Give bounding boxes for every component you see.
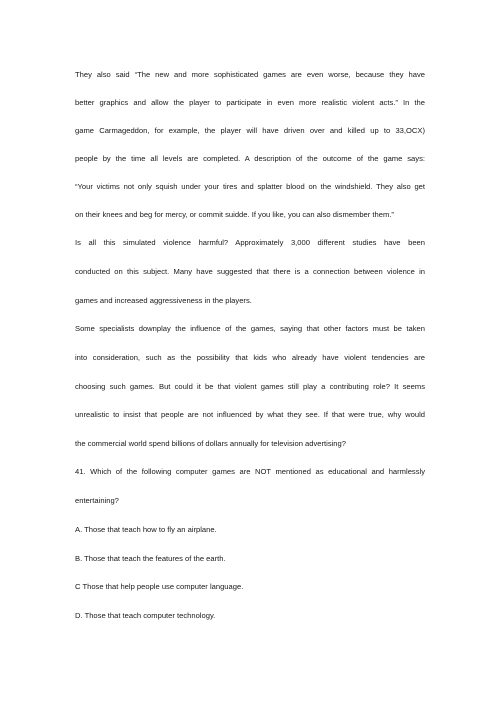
paragraph-line: game Carmageddon, for example, the player will have driven over and killed up to 33,OCX) <box>75 126 425 135</box>
paragraph-line: conducted on this subject. Many have suggested that there is a connection between violence in <box>75 267 425 276</box>
answer-option-d: D. Those that teach computer technology. <box>75 611 216 620</box>
paragraph-line: “Your victims not only squish under your tires and splatter blood on the windshield. They also get <box>75 182 425 191</box>
paragraph-line: Some specialists downplay the influence of the games, saying that other factors must be taken <box>75 324 425 333</box>
paragraph-line: the commercial world spend billions of dollars annually for television advertising? <box>75 439 346 448</box>
paragraph-line: games and increased aggressiveness in the players. <box>75 296 252 305</box>
paragraph-line: unrealistic to insist that people are not influenced by what they see. If that were true, why would <box>75 410 425 419</box>
paragraph-line: Is all this simulated violence harmful? Approximately 3,000 different studies have been <box>75 238 425 247</box>
answer-option-b: B. Those that teach the features of the earth. <box>75 554 226 563</box>
paragraph-line: on their knees and beg for mercy, or commit suidde. If you like, you can also dismember them.” <box>75 210 394 219</box>
answer-option-c: C Those that help people use computer language. <box>75 582 244 591</box>
paragraph-line: people by the time all levels are completed. A description of the outcome of the game says: <box>75 154 425 163</box>
question-line: entertaining? <box>75 496 119 505</box>
answer-option-a: A. Those that teach how to fly an airplane. <box>75 525 217 534</box>
paragraph-line: They also said “The new and more sophisticated games are even worse, because they have <box>75 70 425 79</box>
paragraph-line: choosing such games. But could it be that violent games still play a contributing role? It seems <box>75 382 425 391</box>
paragraph-line: better graphics and allow the player to participate in even more realistic violent acts.” In the <box>75 98 425 107</box>
paragraph-line: into consideration, such as the possibility that kids who already have violent tendencies are <box>75 353 425 362</box>
question-line: 41. Which of the following computer games are NOT mentioned as educational and harmlessly <box>75 467 425 476</box>
